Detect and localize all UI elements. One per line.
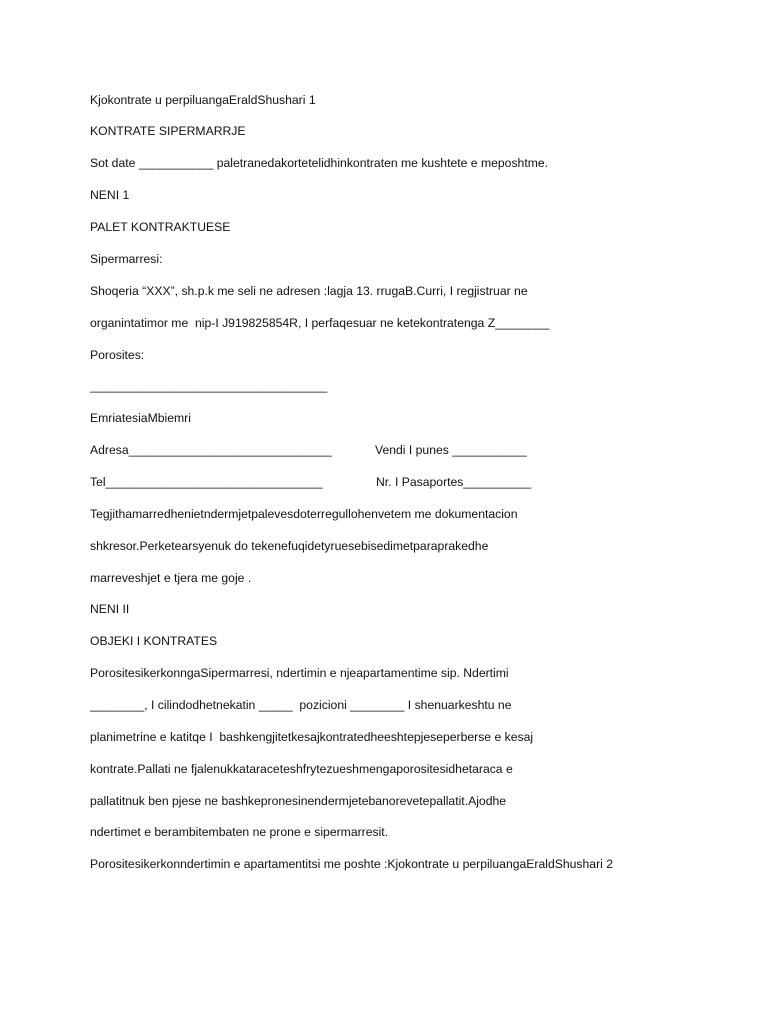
address-field: Adresa______________________________ — [90, 443, 332, 457]
article-1-title: PALET KONTRAKTUESE — [90, 220, 231, 234]
paragraph-line: marreveshjet e tjera me goje . — [90, 571, 252, 585]
article-1-heading: NENI 1 — [90, 188, 130, 202]
client-name-blank: ___________________________________ — [90, 379, 328, 393]
intro-text: Sot date ___________ paletranedakortetelidhinkontraten me kushtete e meposhtme. — [90, 156, 549, 170]
workplace-field: Vendi I punes ___________ — [375, 443, 527, 457]
paragraph-line: pallatitnuk ben pjese ne bashkepronesinendermjetebanorevetepallatit.Ajodhe — [90, 794, 507, 808]
paragraph-line: ________, I cilindodhetnekatin _____ pozicioni ________ I shenuarkeshtu ne — [90, 698, 512, 712]
article-2-title: OBJEKI I KONTRATES — [90, 634, 218, 648]
name-field-label: EmriatesiaMbiemri — [90, 411, 191, 425]
paragraph-line: Tegjithamarredhenietndermjetpalevesdoterregullohenvetem me dokumentacion — [90, 507, 518, 521]
paragraph-line: planimetrine e katitqe I bashkengjitetkesajkontratedheeshtepjeseperberse e kesaj — [90, 730, 534, 744]
paragraph-line: ndertimet e berambitembaten ne prone e sipermarresit. — [90, 825, 389, 839]
client-label: Porosites: — [90, 348, 145, 362]
paragraph-line: shkresor.Perketearsyenuk do tekenefuqidetyruesebisedimetparaprakedhe — [90, 539, 489, 553]
paragraph-line: kontrate.Pallati ne fjalenukkataraceteshfrytezueshmengaporositesidhetaraca e — [90, 762, 513, 776]
passport-field: Nr. I Pasaportes__________ — [376, 475, 532, 489]
contractor-details-line: organintatimor me nip-I J919825854R, I perfaqesuar ne ketekontratenga Z________ — [90, 316, 550, 330]
document-header: Kjokontrate u perpiluangaEraldShushari 1 — [90, 93, 316, 107]
contractor-details-line: Shoqeria “XXX”, sh.p.k me seli ne adresen :lagja 13. rrugaB.Curri, I regjistruar ne — [90, 284, 528, 298]
paragraph-line: Porositesikerkonndertimin e apartamentitsi me poshte :Kjokontrate u perpiluangaEraldShushari 2 — [90, 857, 613, 871]
contractor-label: Sipermarresi: — [90, 252, 163, 266]
paragraph-line: PorositesikerkonngaSipermarresi, ndertimin e njeapartamentime sip. Ndertimi — [90, 666, 509, 680]
phone-field: Tel________________________________ — [90, 475, 323, 489]
article-2-heading: NENI II — [90, 602, 130, 616]
contract-title: KONTRATE SIPERMARRJE — [90, 124, 246, 138]
